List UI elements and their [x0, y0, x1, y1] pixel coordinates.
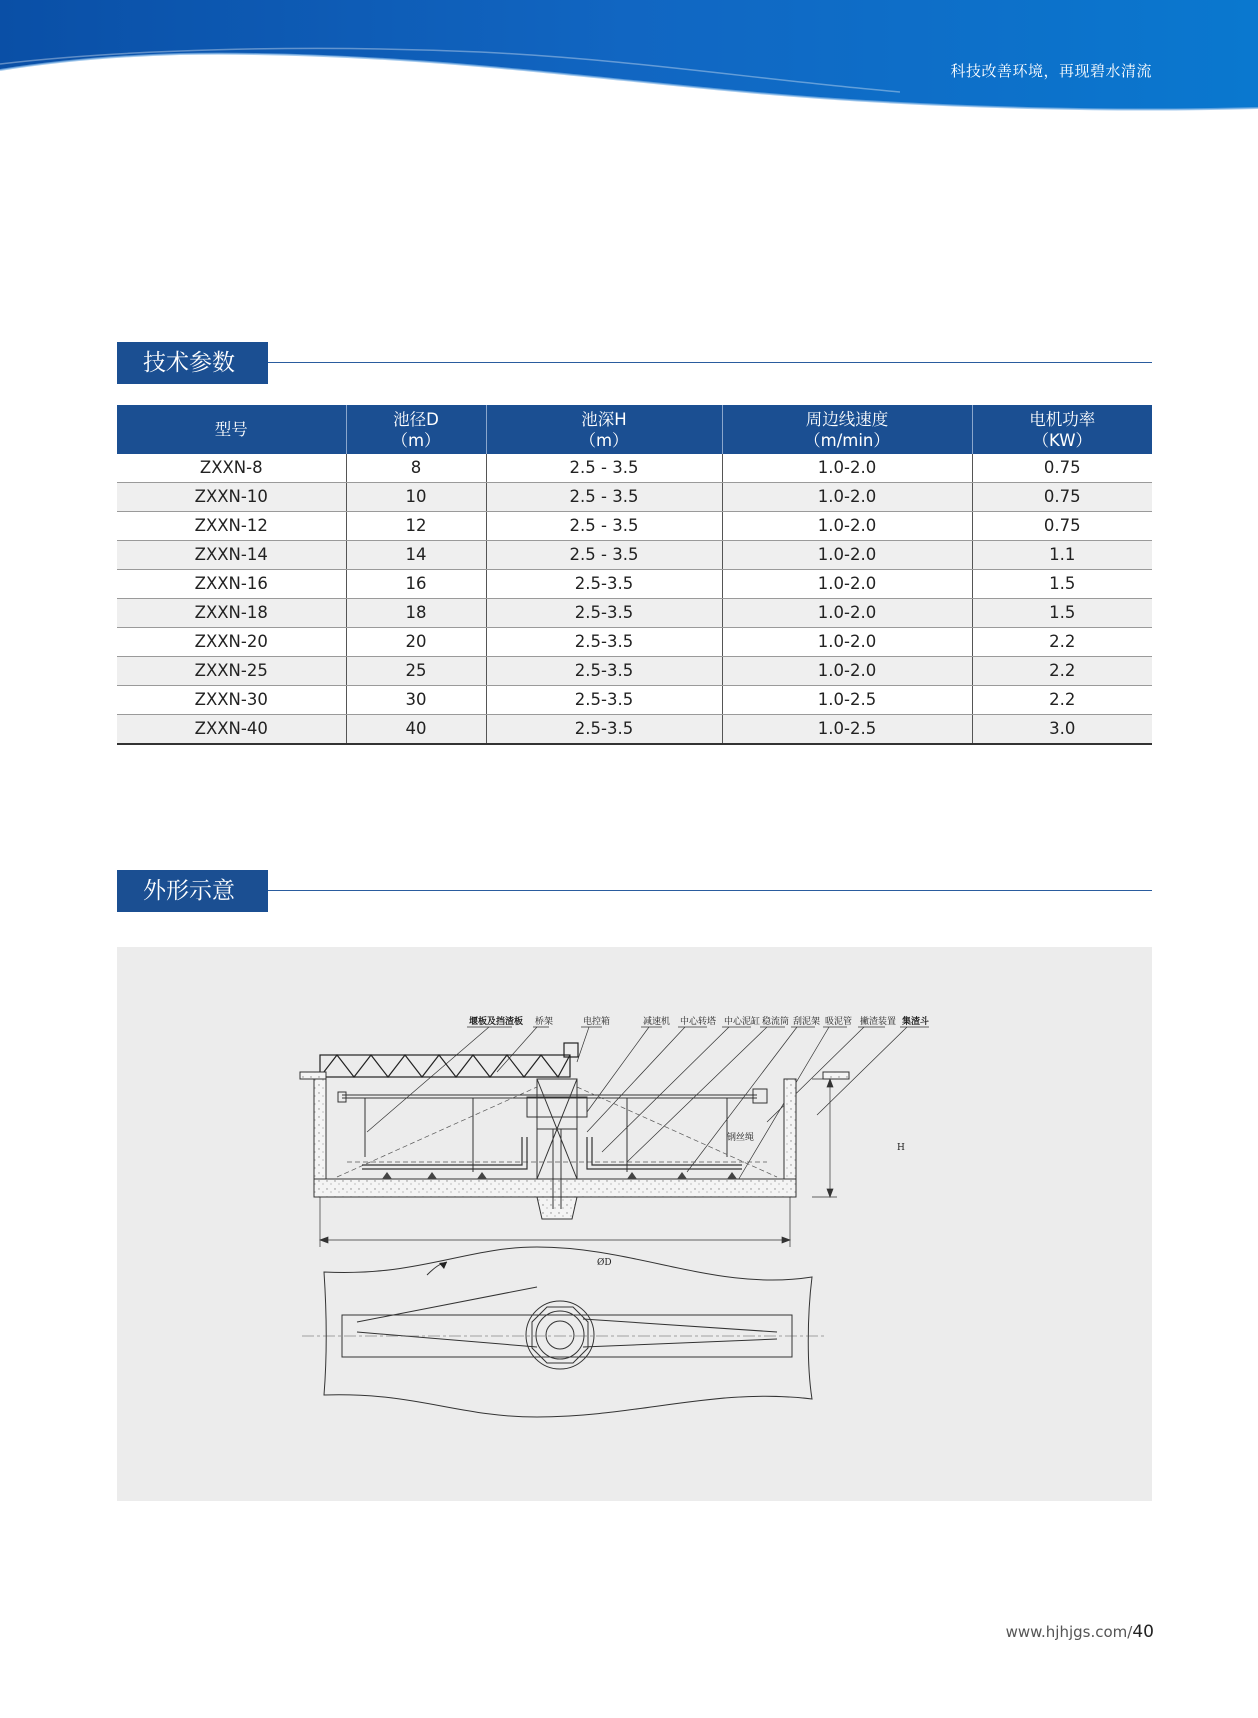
cell-speed: 1.0-2.0 — [722, 570, 972, 599]
label-wire-rope: 钢丝绳 — [727, 1133, 755, 1143]
cell-speed: 1.0-2.0 — [722, 454, 972, 483]
cell-speed: 1.0-2.0 — [722, 657, 972, 686]
cell-power: 2.2 — [972, 686, 1152, 715]
rotation-arrow-icon — [439, 1262, 447, 1269]
cell-model: ZXXN-40 — [117, 715, 346, 745]
specs-section-title: 技术参数 — [117, 342, 268, 384]
header-slogan: 科技改善环境，再现碧水清流 — [950, 62, 1152, 80]
cell-depth: 2.5 - 3.5 — [486, 483, 722, 512]
cell-power: 1.5 — [972, 570, 1152, 599]
cell-power: 0.75 — [972, 483, 1152, 512]
section-divider — [268, 890, 1152, 891]
cell-speed: 1.0-2.0 — [722, 512, 972, 541]
header-depth: 池深H （m） — [486, 405, 722, 454]
cell-diameter: 25 — [346, 657, 486, 686]
drawing-panel — [117, 947, 1152, 1501]
cell-power: 2.2 — [972, 628, 1152, 657]
cell-diameter: 30 — [346, 686, 486, 715]
header-diameter: 池径D （m） — [346, 405, 486, 454]
cell-power: 2.2 — [972, 657, 1152, 686]
cell-speed: 1.0-2.0 — [722, 599, 972, 628]
label-steady-tube: 稳流筒 — [762, 1017, 790, 1027]
table-row — [117, 599, 1152, 628]
cell-depth: 2.5-3.5 — [486, 657, 722, 686]
cell-depth: 2.5 - 3.5 — [486, 541, 722, 570]
label-skimmer: 撇渣装置 — [860, 1017, 897, 1027]
cell-power: 0.75 — [972, 454, 1152, 483]
label-scraper-frame: 刮泥架 — [793, 1017, 821, 1027]
table-row — [117, 570, 1152, 599]
drawing-section-header — [117, 870, 1152, 914]
cell-diameter: 40 — [346, 715, 486, 745]
cell-diameter: 14 — [346, 541, 486, 570]
table-row — [117, 657, 1152, 686]
cell-depth: 2.5-3.5 — [486, 599, 722, 628]
header-motor-power: 电机功率 （KW） — [972, 405, 1152, 454]
label-weir: 堰板及挡渣板 — [469, 1017, 524, 1027]
cell-model: ZXXN-30 — [117, 686, 346, 715]
cell-model: ZXXN-14 — [117, 541, 346, 570]
cell-diameter: 16 — [346, 570, 486, 599]
cell-depth: 2.5-3.5 — [486, 686, 722, 715]
table-row — [117, 512, 1152, 541]
cell-model: ZXXN-20 — [117, 628, 346, 657]
header-model: 型号 — [117, 405, 346, 454]
section-divider — [268, 362, 1152, 363]
page-number: 40 — [1132, 1622, 1154, 1642]
cell-model: ZXXN-25 — [117, 657, 346, 686]
label-control-box: 电控箱 — [583, 1017, 611, 1027]
cell-model: ZXXN-18 — [117, 599, 346, 628]
clarifier-schematic — [117, 947, 1152, 1501]
cell-diameter: 8 — [346, 454, 486, 483]
table-row — [117, 483, 1152, 512]
cell-depth: 2.5-3.5 — [486, 570, 722, 599]
cell-model: ZXXN-8 — [117, 454, 346, 483]
cell-depth: 2.5-3.5 — [486, 715, 722, 745]
cell-speed: 1.0-2.0 — [722, 483, 972, 512]
table-row — [117, 454, 1152, 483]
table-row — [117, 541, 1152, 570]
table-row — [117, 715, 1152, 745]
table-header-row — [117, 405, 1152, 454]
label-bridge: 桥架 — [535, 1017, 554, 1027]
label-scum-hopper: 集渣斗 — [902, 1017, 930, 1027]
header-peripheral-speed: 周边线速度 （m/min） — [722, 405, 972, 454]
label-height: H — [897, 1143, 905, 1153]
cell-diameter: 20 — [346, 628, 486, 657]
cell-speed: 1.0-2.0 — [722, 628, 972, 657]
cell-depth: 2.5-3.5 — [486, 628, 722, 657]
cell-speed: 1.0-2.5 — [722, 686, 972, 715]
cell-diameter: 18 — [346, 599, 486, 628]
drawing-section-title: 外形示意 — [117, 870, 268, 912]
cell-power: 0.75 — [972, 512, 1152, 541]
cell-power: 1.1 — [972, 541, 1152, 570]
cell-power: 3.0 — [972, 715, 1152, 745]
label-diameter: ØD — [597, 1258, 612, 1268]
cell-speed: 1.0-2.5 — [722, 715, 972, 745]
spec-table — [117, 405, 1152, 745]
footer-website: www.hjhjgs.com/ — [1005, 1623, 1133, 1641]
label-center-cylinder: 中心泥缸 — [724, 1017, 761, 1027]
cell-depth: 2.5 - 3.5 — [486, 512, 722, 541]
cell-model: ZXXN-12 — [117, 512, 346, 541]
footer-url — [1006, 1622, 1154, 1642]
cell-speed: 1.0-2.0 — [722, 541, 972, 570]
cell-depth: 2.5 - 3.5 — [486, 454, 722, 483]
label-suction-pipe: 吸泥管 — [825, 1017, 853, 1027]
label-reducer: 减速机 — [643, 1017, 671, 1027]
cell-diameter: 10 — [346, 483, 486, 512]
cell-model: ZXXN-10 — [117, 483, 346, 512]
label-center-turret: 中心转塔 — [680, 1017, 717, 1027]
table-row — [117, 628, 1152, 657]
cell-power: 1.5 — [972, 599, 1152, 628]
table-row — [117, 686, 1152, 715]
cell-diameter: 12 — [346, 512, 486, 541]
specs-section-header — [117, 342, 1152, 386]
cell-model: ZXXN-16 — [117, 570, 346, 599]
